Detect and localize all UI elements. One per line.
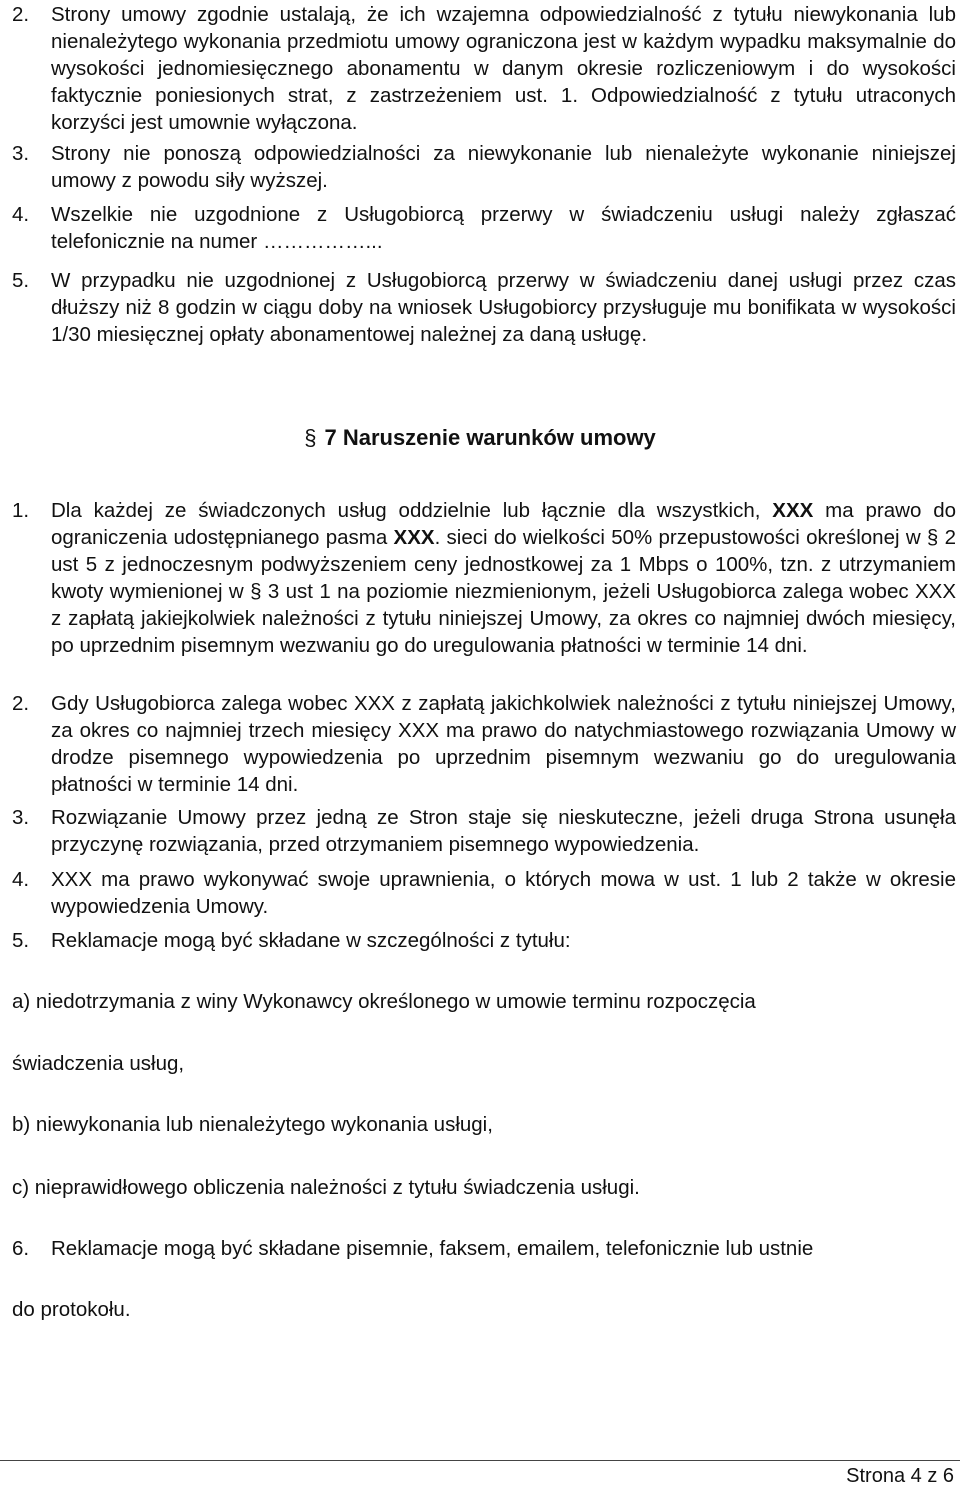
clause-5-discount <box>12 267 956 348</box>
s7-clause-1 <box>12 497 956 659</box>
clause-3-force-majeure <box>12 140 956 194</box>
s7-clause-4 <box>12 866 956 920</box>
page-number: Strona 4 z 6 <box>846 1465 954 1487</box>
clause-number: 2. <box>12 3 30 26</box>
clause-text: Dla każdej ze świadczonych usług oddzielnie lub łącznie dla wszystkich, XXX ma prawo do ograniczenia udostępnianego pasma XXX. sieci do wielkości 50% przepustowości określonej w § 2 ust 5 z jednoczesnym podwyższeniem ceny jednostkowej za 1 Mbps o 100%, tzn. z utrzymaniem kwoty wymienionej w § 3 ust 1 na poziomie niezmienionym, jeżeli Usługobiorca zalega wobec XXX z zapłatą jakiejkolwiek należności z tytułu niniejszej Umowy, za okres co najmniej dwóch miesięcy, po uprzednim pisemnym wezwaniu go do uregulowania płatności w terminie 14 dni. <box>51 499 956 657</box>
clause-number: 5. <box>12 269 30 292</box>
clause-2-liability <box>12 1 956 136</box>
section-symbol: § <box>304 425 317 450</box>
clause-text: Strony nie ponoszą odpowiedzialności za niewykonanie lub nienależyte wykonanie niniejszej umowy z powodu siły wyższej. <box>51 142 956 192</box>
complaint-point-c: c) nieprawidłowego obliczenia należności z tytułu świadczenia usługi. <box>12 1176 640 1199</box>
clause-number: 3. <box>12 806 30 829</box>
clause-6-cont: do protokołu. <box>12 1298 131 1321</box>
s7-clause-2 <box>12 690 956 798</box>
clause-text: Wszelkie nie uzgodnione z Usługobiorcą przerwy w świadczeniu usługi należy zgłaszać telefonicznie na numer ……………... <box>51 203 956 253</box>
clause-text: W przypadku nie uzgodnionej z Usługobiorcą przerwy w świadczeniu danej usługi przez czas dłuższy niż 8 godzin w ciągu doby na wniosek Usługobiorcy przysługuje mu bonifikata w wysokości 1/30 miesięcznej opłaty abonamentowej należnej za daną usługę. <box>51 269 956 346</box>
complaint-point-b: b) niewykonania lub nienależytego wykonania usługi, <box>12 1113 493 1136</box>
clause-number: 6. <box>12 1237 30 1260</box>
clause-text: Reklamacje mogą być składane pisemnie, faksem, emailem, telefonicznie lub ustnie <box>51 1237 814 1260</box>
s7-clause-5 <box>12 927 956 954</box>
clause-number: 3. <box>12 142 30 165</box>
clause-text: XXX ma prawo wykonywać swoje uprawnienia, o których mowa w ust. 1 lub 2 także w okresie wypowiedzenia Umowy. <box>51 868 956 918</box>
complaint-point-a-cont: świadczenia usług, <box>12 1052 185 1075</box>
footer-divider <box>0 1460 960 1461</box>
clause-4-interruptions <box>12 201 956 255</box>
bold-xxx: XXX <box>772 499 814 522</box>
clause-number: 2. <box>12 692 30 715</box>
clause-number: 1. <box>12 499 30 522</box>
bold-xxx: XXX <box>393 526 435 549</box>
section-heading <box>0 424 960 452</box>
clause-number: 5. <box>12 929 30 952</box>
s7-clause-3 <box>12 804 956 858</box>
s7-clause-6 <box>12 1235 956 1262</box>
clause-number: 4. <box>12 203 30 226</box>
clause-text: Reklamacje mogą być składane w szczególności z tytułu: <box>51 929 571 952</box>
clause-text: Gdy Usługobiorca zalega wobec XXX z zapłatą jakichkolwiek należności z tytułu niniejszej Umowy, za okres co najmniej trzech miesięcy XXX ma prawo do natychmiastowego rozwiązania Umowy w drodze pisemnego wypowiedzenia po uprzednim pisemnym wezwaniu go do uregulowania płatności w terminie 14 dni. <box>51 692 956 796</box>
section-number: 7 <box>324 425 337 450</box>
section-title: Naruszenie warunków umowy <box>342 425 656 450</box>
complaint-point-a: a) niedotrzymania z winy Wykonawcy określonego w umowie terminu rozpoczęcia <box>12 990 756 1013</box>
clause-number: 4. <box>12 868 30 891</box>
clause-text: Strony umowy zgodnie ustalają, że ich wzajemna odpowiedzialność z tytułu niewykonania lub nienależytego wykonania przedmiotu umowy ograniczona jest w każdym wypadku maksymalnie do wysokości jednomiesięcznego abonamentu w danym okresie rozliczeniowym i do wysokości faktycznie poniesionych strat, z zastrzeżeniem ust. 1. Odpowiedzialność z tytułu utraconych korzyści jest umownie wyłączona. <box>51 3 956 134</box>
clause-text: Rozwiązanie Umowy przez jedną ze Stron staje się nieskuteczne, jeżeli druga Strona usunęła przyczynę rozwiązania, przed otrzymaniem pisemnego wypowiedzenia. <box>51 806 956 856</box>
